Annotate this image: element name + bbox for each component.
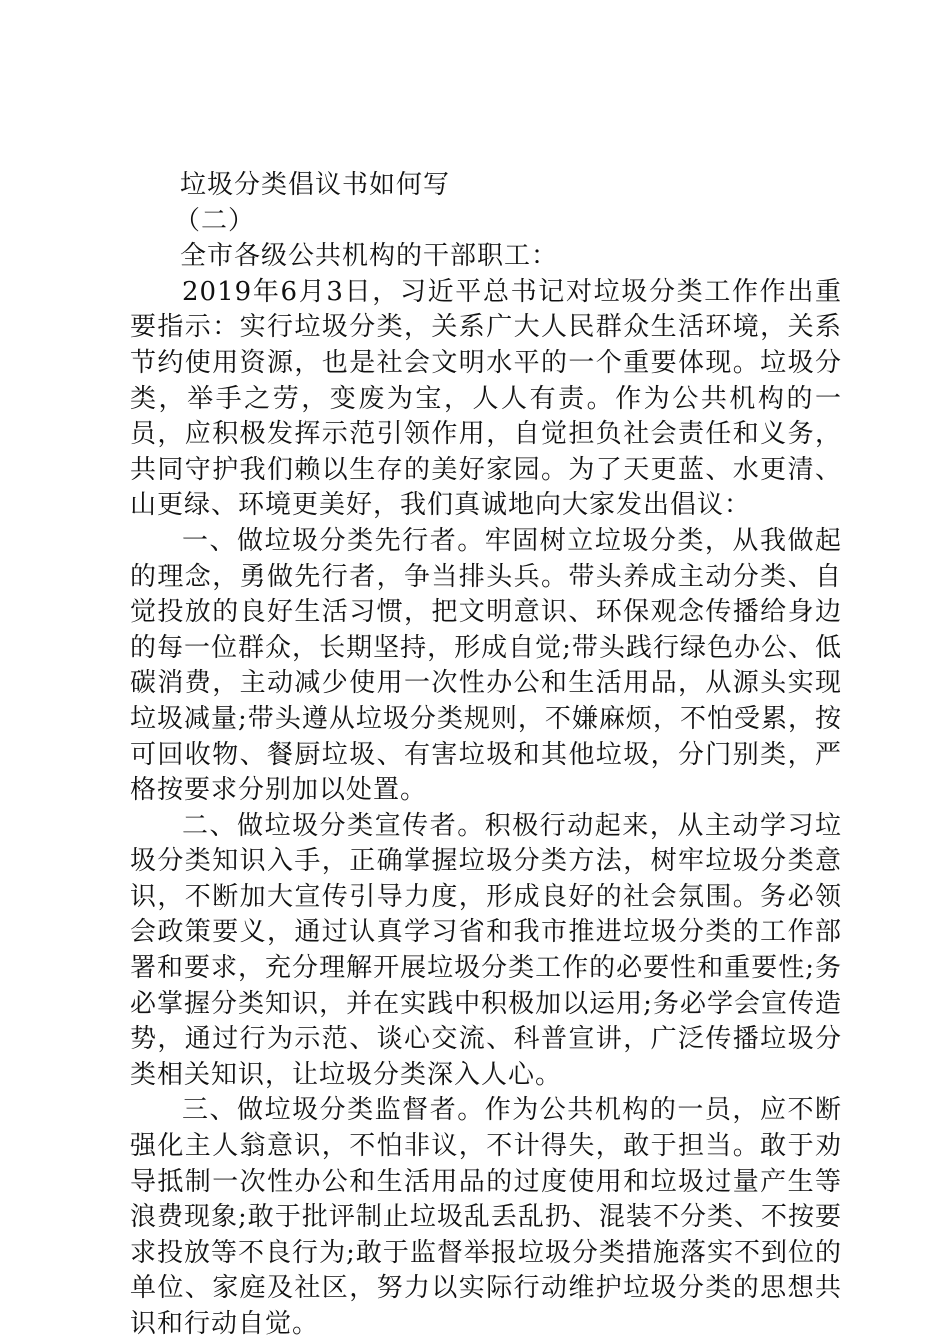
paragraph-one: 一、做垃圾分类先行者。牢固树立垃圾分类，从我做起的理念，勇做先行者，争当排头兵。带头养成主动分类、自觉投放的良好生活习惯，把文明意识、环保观念传播给身边的每一位群众，长期坚持，形成自觉;带头践行绿色办公、低碳消费，主动减少使用一次性办公和生活用品，从源头实现垃圾减量;带头遵从垃圾分类规则，不嫌麻烦，不怕受累，按可回收物、餐厨垃圾、有害垃圾和其他垃圾，分门别类，严格按要求分别加以处置。 (130, 525, 842, 806)
document-subtitle: （二） (174, 205, 256, 236)
document-title: 垃圾分类倡议书如何写 (180, 170, 451, 200)
document-page (130, 168, 842, 1343)
paragraph-two: 二、做垃圾分类宣传者。积极行动起来，从主动学习垃圾分类知识入手，正确掌握垃圾分类方法，树牢垃圾分类意识，不断加大宣传引导力度，形成良好的社会氛围。务必领会政策要义，通过认真学习省和我市推进垃圾分类的工作部署和要求，充分理解开展垃圾分类工作的必要性和重要性;务必掌握分类知识，并在实践中积极加以运用;务必学会宣传造势，通过行为示范、谈心交流、科普宣讲，广泛传播垃圾分类相关知识，让垃圾分类深入人心。 (130, 810, 842, 1090)
paragraph-intro: 2019年6月3日，习近平总书记对垃圾分类工作作出重要指示：实行垃圾分类，关系广大人民群众生活环境，关系节约使用资源，也是社会文明水平的一个重要体现。垃圾分类，举手之劳，变废为宝，人人有责。作为公共机构的一员，应积极发挥示范引领作用，自觉担负社会责任和义务，共同守护我们赖以生存的美好家园。为了天更蓝、水更清、山更绿、环境更美好，我们真诚地向大家发出倡议： (130, 276, 842, 521)
document-salutation: 全市各级公共机构的干部职工： (180, 241, 559, 272)
paragraph-three: 三、做垃圾分类监督者。作为公共机构的一员，应不断强化主人翁意识，不怕非议，不计得失，敢于担当。敢于劝导抵制一次性办公和生活用品的过度使用和垃圾过量产生等浪费现象;敢于批评制止垃圾乱丢乱扔、混装不分类、不按要求投放等不良行为;敢于监督举报垃圾分类措施落实不到位的单位、家庭及社区，努力以实际行动维护垃圾分类的思想共识和行动自觉。 (130, 1095, 842, 1339)
